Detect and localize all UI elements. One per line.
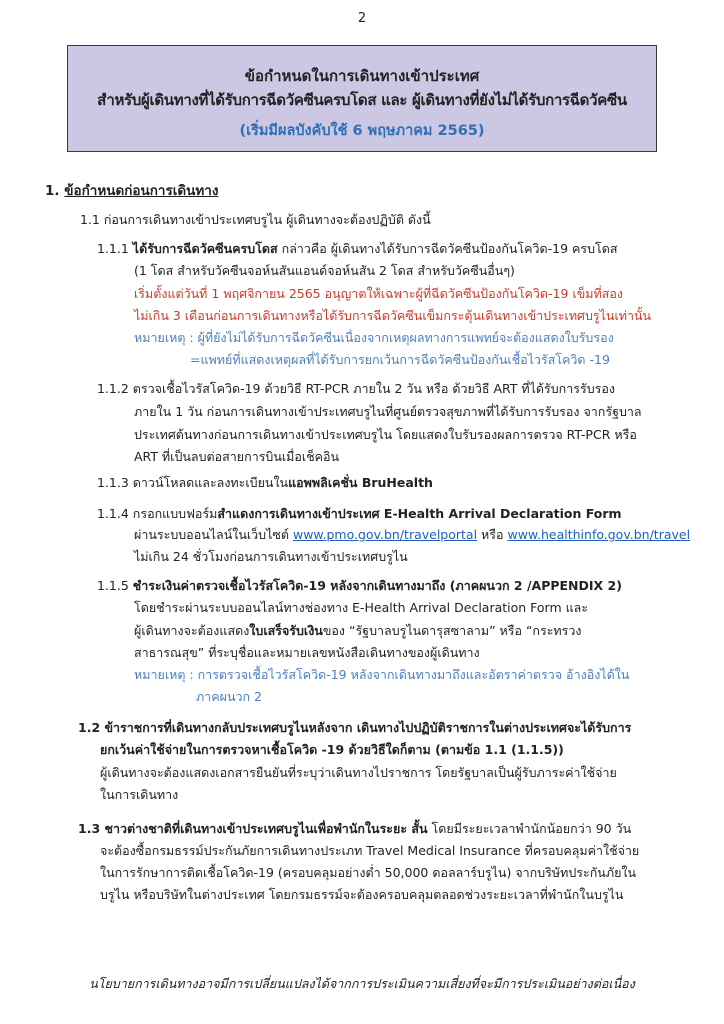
section-1-2-line4: ในการเดินทาง (100, 787, 179, 802)
item-1-1-4-line1 (97, 505, 622, 523)
item-1-1-1-note-line2: =แพทย์ที่แสดงเหตุผลที่ได้รับการยกเว้นการฉีดวัคซีนป้องกันเชื้อไวรัสโควิด -19 (190, 352, 610, 367)
section-1-title: ข้อกำหนดก่อนการเดินทาง (64, 183, 219, 199)
item-1-1-5-line1 (97, 577, 622, 595)
item-1-1-5-bold: ชำระเงินค่าตรวจเชื้อไวรัสโควิด-19 หลังจากเดินทางมาถึง (ภาคผนวก 2 /APPENDIX 2) (132, 578, 622, 593)
banner-effective-date: (เริ่มมีผลบังคับใช้ 6 พฤษภาคม 2565) (239, 123, 485, 139)
healthinfo-travel-link[interactable]: www.healthinfo.gov.bn/travel (507, 527, 691, 542)
section-1-3-line3: ในการรักษาการติดเชื้อโควิด-19 (ครอบคลุมอย่างต่ำ 50,000 ดอลลาร์บรูไน) จากบริษัทประกันภัยใน (100, 865, 637, 880)
item-1-1-4-bold: สำแดงการเดินทางเข้าประเทศ E-Health Arrival Declaration Form (217, 506, 622, 521)
item-1-1-5-line3 (134, 622, 582, 640)
section-1-1-intro: 1.1 ก่อนการเดินทางเข้าประเทศบรูไน ผู้เดินทางจะต้องปฏิบัติ ดังนี้ (80, 212, 431, 227)
item-1-1-5-note-line1: หมายเหตุ : การตรวจเชื้อไวรัสโควิด-19 หลังจากเดินทางมาถึงและอัตราค่าตรวจ อ้างอิงได้ใน (134, 667, 630, 682)
item-1-1-4-or: หรือ (477, 527, 508, 542)
item-1-1-2-line4: ART ที่เป็นลบต่อสายการบินเมื่อเช็คอิน (134, 449, 340, 464)
item-1-1-1-bold: ได้รับการฉีดวัคซีนครบโดส (132, 241, 278, 256)
section-1-2-line2: ยกเว้นค่าใช้จ่ายในการตรวจหาเชื้อโควิด -19 ด้วยวิธีใดก็ตาม (ตามข้อ 1.1 (1.1.5)) (100, 742, 564, 757)
section-1-2-line1: 1.2 ข้าราชการที่เดินทางกลับประเทศบรูไนหลังจาก เดินทางไปปฏิบัติราชการในต่างประเทศจะได้รับการ (78, 720, 632, 735)
banner-subtitle: สำหรับผู้เดินทางที่ได้รับการฉีดวัคซีนครบโดส และ ผู้เดินทางที่ยังไม่ได้รับการฉีดวัคซีน (97, 91, 627, 109)
item-1-1-5-line3-post: ของ “รัฐบาลบรูไนดารุสซาลาม” หรือ “กระทรวง (322, 623, 582, 638)
item-number: 1.1.2 (97, 381, 129, 396)
item-1-1-3 (97, 474, 433, 492)
section-1-number: 1. (45, 183, 60, 199)
receipt-bold: ใบเสร็จรับเงิน (249, 623, 323, 638)
item-1-1-2-text: ตรวจเชื้อไวรัสโควิด-19 ด้วยวิธี RT-PCR ภายใน 2 วัน หรือ ด้วยวิธี ART ที่ได้รับการรับรอง (132, 381, 615, 396)
item-1-1-1-text: กล่าวคือ ผู้เดินทางได้รับการฉีดวัคซีนป้องกันโควิด-19 ครบโดส (277, 241, 618, 256)
pmo-travelportal-link[interactable]: www.pmo.gov.bn/travelportal (292, 527, 478, 542)
item-number: 1.1.4 (97, 506, 129, 521)
item-1-1-2-line2: ภายใน 1 วัน ก่อนการเดินทางเข้าประเทศบรูไนที่ศูนย์ตรวจสุขภาพที่ได้รับการรับรอง จากรัฐบาล (134, 404, 642, 419)
item-1-1-1-red-line1: เริ่มตั้งแต่วันที่ 1 พฤศจิกายน 2565 อนุญาตให้เฉพาะผู้ที่ฉีดวัคซีนป้องกันโควิด-19 เข็มที่สอง (134, 286, 623, 301)
section-1-3-number: 1.3 (78, 821, 105, 836)
section-1-3-line4: บรูไน หรือบริษัทในต่างประเทศ โดยกรมธรรม์จะต้องครอบคลุมตลอดช่วงระยะเวลาที่พำนักในบรูไน (100, 887, 624, 902)
item-1-1-3-text: ดาวน์โหลดและลงทะเบียนใน (132, 475, 289, 490)
banner-title: ข้อกำหนดในการเดินทางเข้าประเทศ (244, 67, 480, 85)
item-1-1-5-line3-pre: ผู้เดินทางจะต้องแสดง (134, 623, 250, 638)
item-1-1-4-line2 (134, 526, 690, 544)
item-1-1-5-line2: โดยชำระผ่านระบบออนไลน์ทางช่องทาง E-Health Arrival Declaration Form และ (134, 600, 589, 615)
item-1-1-1-red-line2: ไม่เกิน 3 เดือนก่อนการเดินทางหรือได้รับการฉีดวัคซีนเข็มกระตุ้นเดินทางเข้าประเทศบรูไนเท่านั้น (134, 308, 652, 323)
item-number: 1.1.5 (97, 578, 129, 593)
item-1-1-4-line2-text: ผ่านระบบออนไลน์ในเว็บไซต์ (134, 527, 293, 542)
item-1-1-4-text: กรอกแบบฟอร์ม (132, 506, 218, 521)
section-1-3-bold: ชาวต่างชาติที่เดินทางเข้าประเทศบรูไนเพื่อพำนักในระยะ สั้น (104, 821, 428, 836)
item-1-1-1-line2: (1 โดส สำหรับวัคซีนจอห์นสันแอนด์จอห์นสัน 2 โดส สำหรับวัคซีนอื่นๆ) (134, 263, 515, 278)
section-1-3-line2: จะต้องซื้อกรมธรรม์ประกันภัยการเดินทางประเภท Travel Medical Insurance ที่ครอบคลุมค่าใช้จ่าย (100, 843, 640, 858)
item-number: 1.1.1 (97, 241, 129, 256)
section-1-3-text: โดยมีระยะเวลาพำนักน้อยกว่า 90 วัน (427, 821, 632, 836)
item-1-1-1-note-line1: หมายเหตุ : ผู้ที่ยังไม่ได้รับการฉีดวัคซีนเนื่องจากเหตุผลทางการแพทย์จะต้องแสดงใบรับรอง (134, 330, 614, 345)
footer-note: นโยบายการเดินทางอาจมีการเปลี่ยนแปลงได้จากการประเมินความเสี่ยงที่จะมีการประเมินอย่างต่อเนื่อง (89, 976, 635, 991)
item-1-1-4-line3: ไม่เกิน 24 ชั่วโมงก่อนการเดินทางเข้าประเทศบรูไน (134, 549, 408, 564)
section-1-heading (45, 182, 218, 200)
item-number: 1.1.3 (97, 475, 129, 490)
bruhealth-app-name: แอพพลิเคชั่น BruHealth (288, 475, 433, 490)
item-1-1-5-note-line2: ภาคผนวก 2 (196, 689, 263, 704)
item-1-1-2-line1 (97, 380, 615, 398)
section-1-2-line3: ผู้เดินทางจะต้องแสดงเอกสารยืนยันที่ระบุว่าเดินทางไปราชการ โดยรัฐบาลเป็นผู้รับภาระค่าใช้จ่าย (100, 765, 617, 780)
item-1-1-2-line3: ประเทศต้นทางก่อนการเดินทางเข้าประเทศบรูไน โดยแสดงใบรับรองผลการตรวจ RT-PCR หรือ (134, 427, 637, 442)
section-1-3-line1 (78, 820, 631, 838)
item-1-1-5-line4: สาธารณสุข” ที่ระบุชื่อและหมายเลขหนังสือเดินทางของผู้เดินทาง (134, 645, 480, 660)
title-banner (67, 45, 657, 152)
page-number: 2 (357, 11, 367, 26)
item-1-1-1-line1 (97, 240, 618, 258)
